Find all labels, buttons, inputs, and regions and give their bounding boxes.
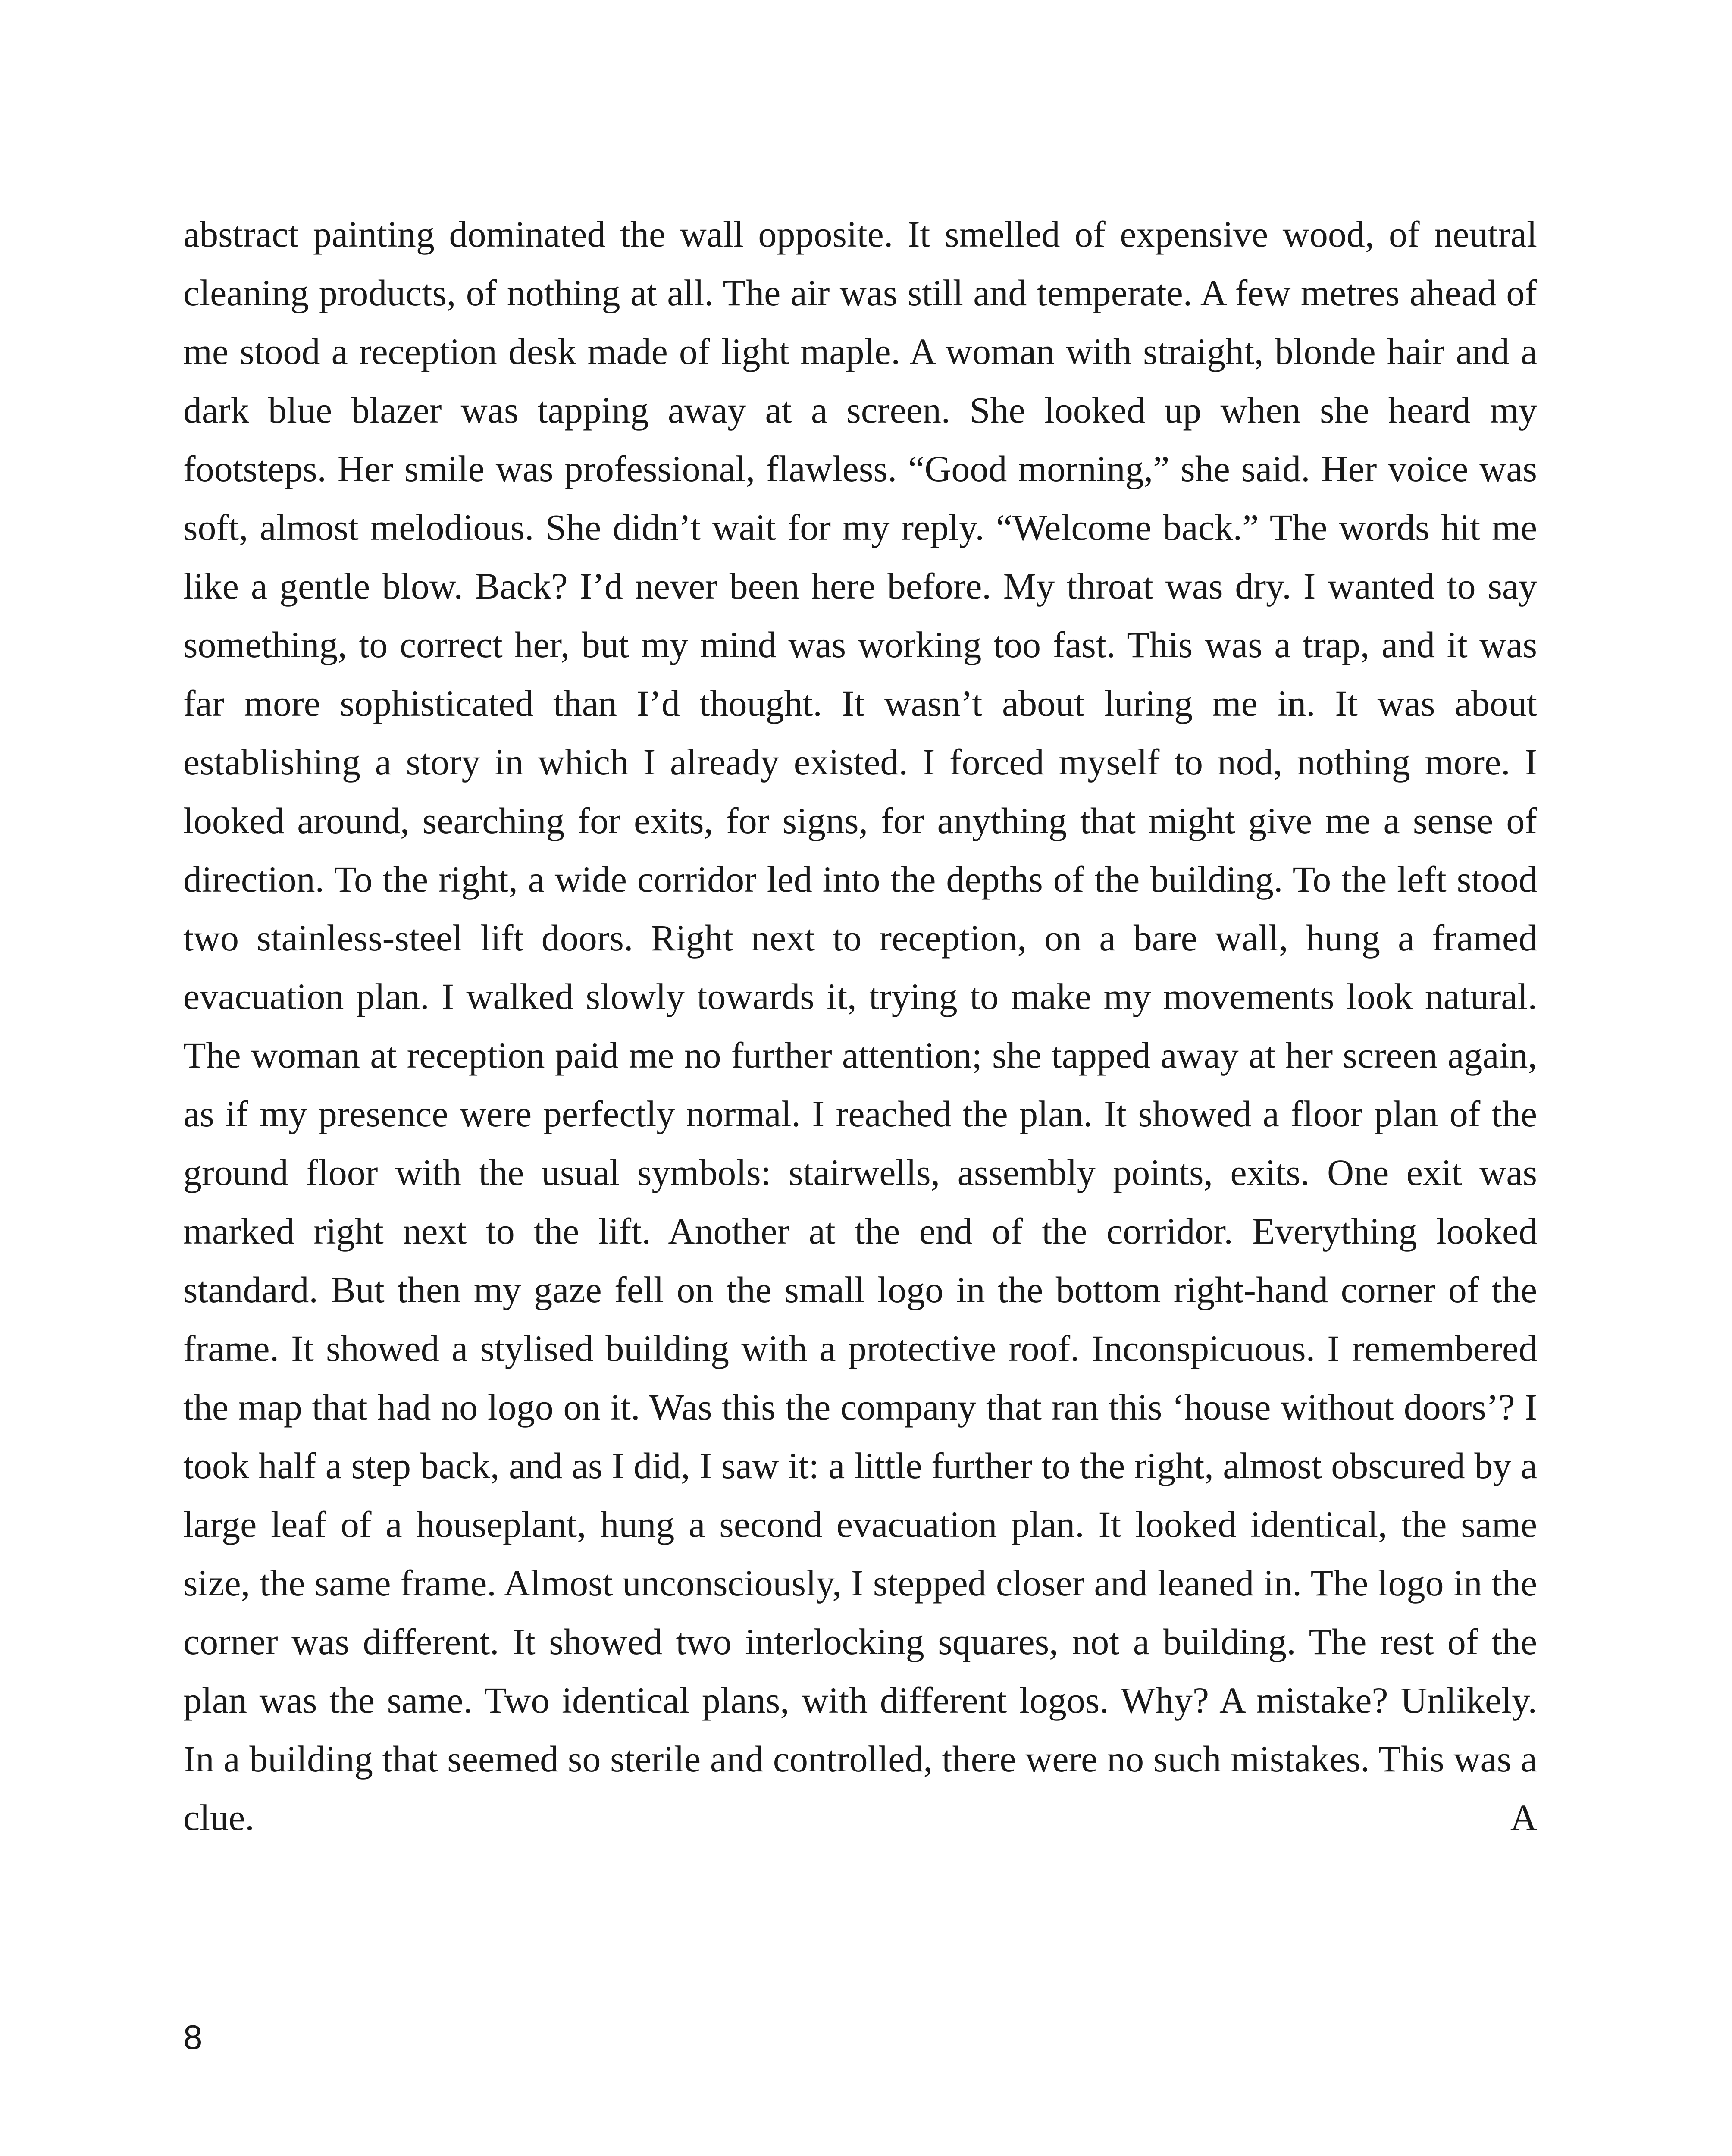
body-paragraph: abstract painting dominated the wall opposite. It smelled of expensive wood, of neutral cleaning products, of nothing at all. The air was still and temperate. A few metres ahead of me stood a reception desk made of light maple. A woman with straight, blonde hair and a dark blue blazer was tapping away at a screen. She looked up when she heard my footsteps. Her smile was professional, flawless. “Good morning,” she said. Her voice was soft, almost melodious. She didn’t wait for my reply. “Welcome back.” The words hit me like a gentle blow. Back? I’d never been here before. My throat was dry. I wanted to say something, to correct her, but my mind was working too fast. This was a trap, and it was far more sophisticated than I’d thought. It wasn’t about luring me in. It was about establishing a story in which I already existed. I forced myself to nod, nothing more. I looked around, searching for exits, for signs, for anything that might give me a sense of direction. To the right, a wide corridor led into the depths of the building. To the left stood two stainless-steel lift doors. Right next to reception, on a bare wall, hung a framed evacuation plan. I walked slowly towards it, trying to make my movements look natural. The woman at reception paid me no further attention; she tapped away at her screen again, as if my presence were perfectly normal. I reached the plan. It showed a floor plan of the ground floor with the usual symbols: stairwells, assembly points, exits. One exit was marked right next to the lift. Another at the end of the corridor. Everything looked standard. But then my gaze fell on the small logo in the bottom right-hand corner of the frame. It showed a stylised building with a protective roof. Inconspicuous. I remembered the map that had no logo on it. Was this the company that ran this ‘house without doors’? I took half a step back, and as I did, I saw it: a little further to the right, almost obscured by a large leaf of a houseplant, hung a second evacuation plan. It looked identical, the same size, the same frame. Almost unconsciously, I stepped closer and leaned in. The logo in the corner was different. It showed two interlocking squares, not a building. The rest of the plan was the same. Two identical plans, with different logos. Why? A mistake? Unlikely. In a building that seemed so sterile and controlled, there were no such mistakes. This was a clue. A (183, 213, 1537, 1838)
page-number: 8 (183, 2018, 203, 2056)
